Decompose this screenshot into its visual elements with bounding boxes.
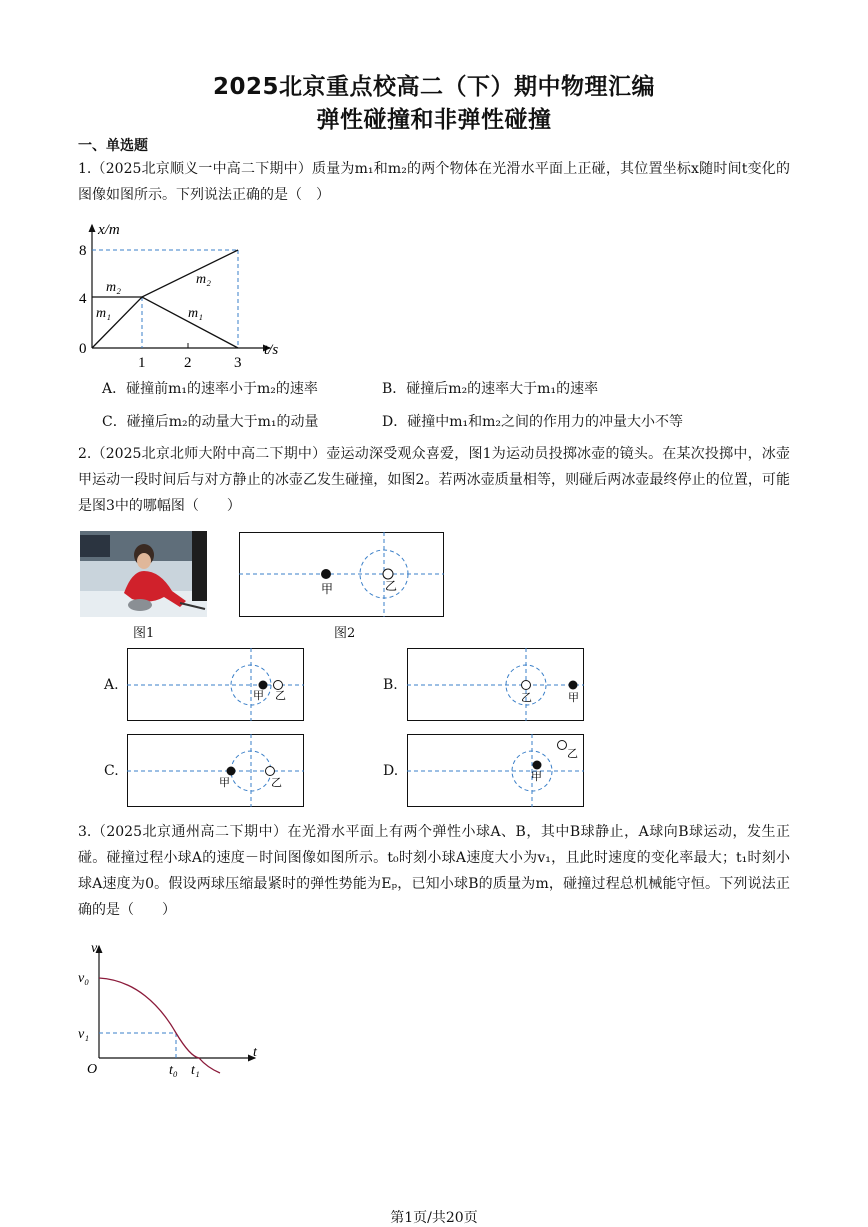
page-footer: 第1页/共20页 [390,1210,478,1226]
svg-text:甲: 甲 [219,776,230,789]
q2-option-b-label: B. [383,677,398,693]
question-3-text: 3.（2025北京通州高二下期中）在光滑水平面上有两个弹性小球A、B，其中B球静止，A球向B球运动，发生正碰。碰撞过程小球A的速度－时间图像如图所示。t₀时刻小球A速度大小为v₁，且此时速度的变化率最大；t₁时刻小球A速度为0。假设两球压缩最紧时的弹性势能为Eₚ，已知小球B的质量为m，碰撞过程总机械能守恒。下列说法正确的是（ ） [78,824,790,918]
q1-y-axis-label: x/m [98,222,120,238]
section-heading: 一、单选题 [78,138,148,154]
svg-text:甲: 甲 [253,689,264,702]
stone-jia [321,569,331,579]
question-1-text: 1.（2025北京顺义一中高二下期中）质量为m₁和m₂的两个物体在光滑水平面上正碰，其位置坐标x随时间t变化的图像如图所示。下列说法正确的是（ ） [78,161,790,203]
q2-option-c-label: C. [104,763,119,779]
q2-option-d-diagram [407,734,585,808]
q2-option-b-diagram [407,648,585,722]
fig2-curling-diagram [239,532,445,618]
q1-ytick-0: 0 [79,341,87,357]
q2-option-c-diagram [127,734,305,808]
q1-label-m1-before: m₁ [96,306,111,321]
q1-x-axis-label: t/s [264,342,279,358]
q1-option-b: B．碰撞后m₂的速率大于m₁的速率 [382,381,599,397]
label-yi: 乙 [385,579,398,593]
q1-label-m1-after: m₁ [188,306,203,321]
q1-option-a: A．碰撞前m₁的速率小于m₂的速率 [102,381,318,397]
q1-line-m1 [92,297,238,348]
q3-origin-label: O [87,1062,98,1077]
q1-xtick-3: 3 [234,355,242,371]
q1-position-time-graph [70,215,300,375]
q1-ytick-8: 8 [79,243,87,259]
svg-text:乙: 乙 [521,691,532,704]
q1-option-c: C．碰撞后m₂的动量大于m₁的动量 [102,414,319,430]
q3-v0-label: v₀ [78,971,90,986]
fig2-caption: 图2 [334,626,356,641]
q1-option-d: D．碰撞中m₁和m₂之间的作用力的冲量大小不等 [382,414,683,430]
q2-option-a-label: A. [104,677,119,693]
q3-velocity-curve [99,978,220,1073]
q3-velocity-time-graph [75,940,270,1080]
fig1-caption: 图1 [133,626,155,641]
svg-text:乙: 乙 [275,689,286,702]
stone-yi [383,569,393,579]
q3-t0-label: t₀ [169,1063,178,1078]
q3-t1-label: t₁ [191,1063,200,1078]
svg-text:乙: 乙 [567,747,578,760]
q3-v1-label: v₁ [78,1027,90,1042]
label-jia: 甲 [321,582,334,596]
page-title: 2025北京重点校高二（下）期中物理汇编 [212,74,655,100]
q1-label-m2-before: m₂ [106,280,121,295]
q1-xtick-2: 2 [184,355,192,371]
question-2-text: 2.（2025北京北师大附中高二下期中）壶运动深受观众喜爱，图1为运动员投掷冰壶的镜头。在某次投掷中，冰壶甲运动一段时间后与对方静止的冰壶乙发生碰撞，如图2。若两冰壶质量相等，则碰后两冰壶最终停止的位置，可能是图3中的哪幅图（ ） [78,446,790,514]
q1-label-m2-after: m₂ [196,272,211,287]
page-subtitle: 弹性碰撞和非弹性碰撞 [316,107,552,133]
svg-text:甲: 甲 [531,770,542,783]
curling-photo [80,531,207,617]
q1-xtick-1: 1 [138,355,146,371]
q1-ytick-4: 4 [79,291,87,307]
q2-option-a-diagram [127,648,305,722]
q3-v-axis-label: v [91,941,98,956]
svg-text:乙: 乙 [271,776,282,789]
q3-t-axis-label: t [253,1045,257,1060]
q2-option-d-label: D. [383,763,399,779]
svg-text:甲: 甲 [568,691,579,704]
